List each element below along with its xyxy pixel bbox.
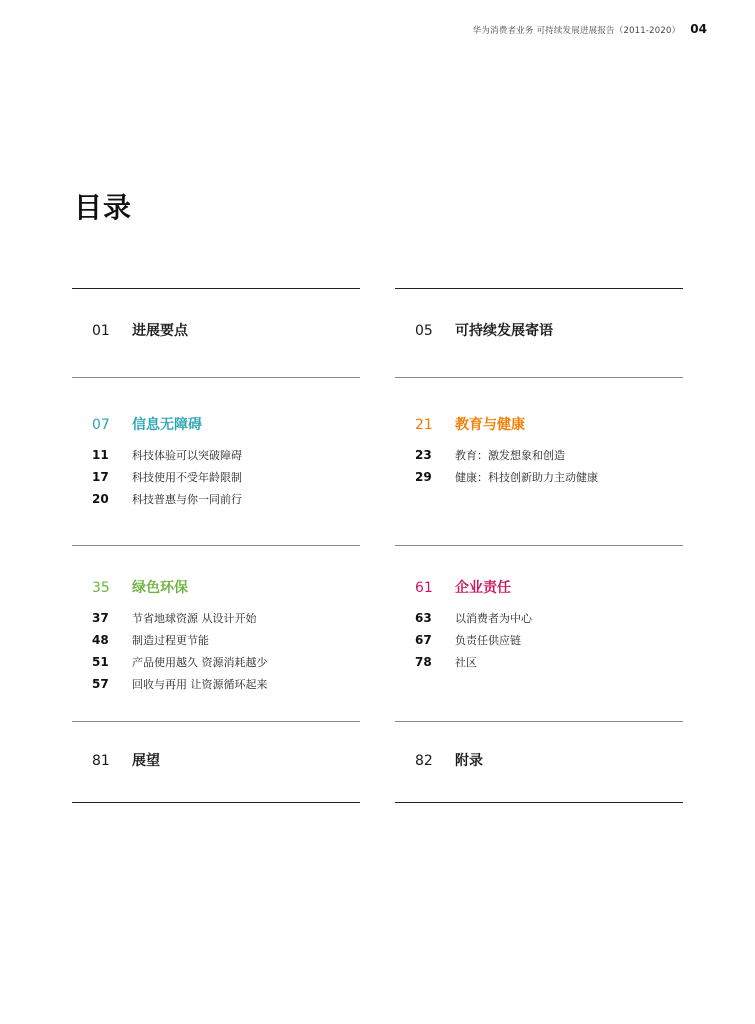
toc-entry[interactable] bbox=[395, 447, 683, 469]
divider bbox=[395, 721, 683, 722]
entry-page-number: 51 bbox=[92, 655, 109, 669]
entry-page-number: 78 bbox=[415, 655, 432, 669]
section-page-number: 07 bbox=[92, 417, 110, 433]
divider bbox=[72, 288, 360, 289]
divider bbox=[72, 802, 360, 803]
toc-entry[interactable] bbox=[395, 632, 683, 654]
toc-section[interactable] bbox=[395, 750, 683, 770]
entry-title: 负责任供应链 bbox=[455, 634, 521, 647]
toc-section[interactable] bbox=[395, 414, 683, 491]
entry-title: 教育：激发想象和创造 bbox=[455, 449, 565, 462]
section-title: 信息无障碍 bbox=[132, 417, 202, 433]
toc-entry[interactable] bbox=[395, 469, 683, 491]
toc-entry[interactable] bbox=[72, 447, 360, 469]
entry-title: 健康：科技创新助力主动健康 bbox=[455, 471, 598, 484]
toc-entry[interactable] bbox=[72, 654, 360, 676]
entry-page-number: 37 bbox=[92, 611, 109, 625]
toc-column-right bbox=[395, 0, 683, 1024]
divider bbox=[72, 721, 360, 722]
divider bbox=[72, 545, 360, 546]
entry-page-number: 11 bbox=[92, 448, 109, 462]
entry-title: 社区 bbox=[455, 656, 477, 669]
divider bbox=[395, 288, 683, 289]
section-page-number: 82 bbox=[415, 753, 433, 769]
section-title: 可持续发展寄语 bbox=[455, 323, 553, 339]
toc-entry[interactable] bbox=[72, 610, 360, 632]
entry-page-number: 29 bbox=[415, 470, 432, 484]
section-title: 附录 bbox=[455, 753, 483, 769]
entry-page-number: 23 bbox=[415, 448, 432, 462]
divider bbox=[395, 377, 683, 378]
toc-section[interactable] bbox=[72, 577, 360, 698]
section-title: 展望 bbox=[132, 753, 160, 769]
toc-section[interactable] bbox=[72, 414, 360, 513]
toc-section[interactable] bbox=[72, 320, 360, 340]
entry-title: 以消费者为中心 bbox=[455, 612, 532, 625]
entry-page-number: 20 bbox=[92, 492, 109, 506]
divider bbox=[72, 377, 360, 378]
page-title: 目录 bbox=[74, 191, 133, 224]
section-page-number: 01 bbox=[92, 323, 110, 339]
entry-title: 科技体验可以突破障碍 bbox=[132, 449, 242, 462]
entry-page-number: 57 bbox=[92, 677, 109, 691]
entry-page-number: 48 bbox=[92, 633, 109, 647]
section-title: 绿色环保 bbox=[132, 580, 188, 596]
entry-title: 制造过程更节能 bbox=[132, 634, 209, 647]
entry-title: 回收与再用 让资源循环起来 bbox=[132, 678, 268, 691]
section-title: 企业责任 bbox=[455, 580, 511, 596]
entry-title: 产品使用越久 资源消耗越少 bbox=[132, 656, 268, 669]
entry-page-number: 63 bbox=[415, 611, 432, 625]
section-title: 教育与健康 bbox=[455, 417, 525, 433]
divider bbox=[395, 545, 683, 546]
entry-page-number: 17 bbox=[92, 470, 109, 484]
report-title: 华为消费者业务 可持续发展进展报告（2011-2020） bbox=[472, 26, 681, 36]
toc-column-left bbox=[72, 0, 360, 1024]
entry-page-number: 67 bbox=[415, 633, 432, 647]
section-page-number: 81 bbox=[92, 753, 110, 769]
toc-entry[interactable] bbox=[72, 676, 360, 698]
toc-entry[interactable] bbox=[395, 654, 683, 676]
toc-entry[interactable] bbox=[72, 632, 360, 654]
entry-title: 科技使用不受年龄限制 bbox=[132, 471, 242, 484]
toc-entry[interactable] bbox=[72, 469, 360, 491]
section-page-number: 05 bbox=[415, 323, 433, 339]
section-page-number: 21 bbox=[415, 417, 433, 433]
toc-section[interactable] bbox=[395, 577, 683, 676]
divider bbox=[395, 802, 683, 803]
section-page-number: 61 bbox=[415, 580, 433, 596]
toc-entry[interactable] bbox=[72, 491, 360, 513]
section-title: 进展要点 bbox=[132, 323, 188, 339]
entry-title: 节省地球资源 从设计开始 bbox=[132, 612, 257, 625]
toc-section[interactable] bbox=[395, 320, 683, 340]
toc-section[interactable] bbox=[72, 750, 360, 770]
section-page-number: 35 bbox=[92, 580, 110, 596]
entry-title: 科技普惠与你一同前行 bbox=[132, 493, 242, 506]
toc-entry[interactable] bbox=[395, 610, 683, 632]
page-number: 04 bbox=[690, 22, 707, 36]
